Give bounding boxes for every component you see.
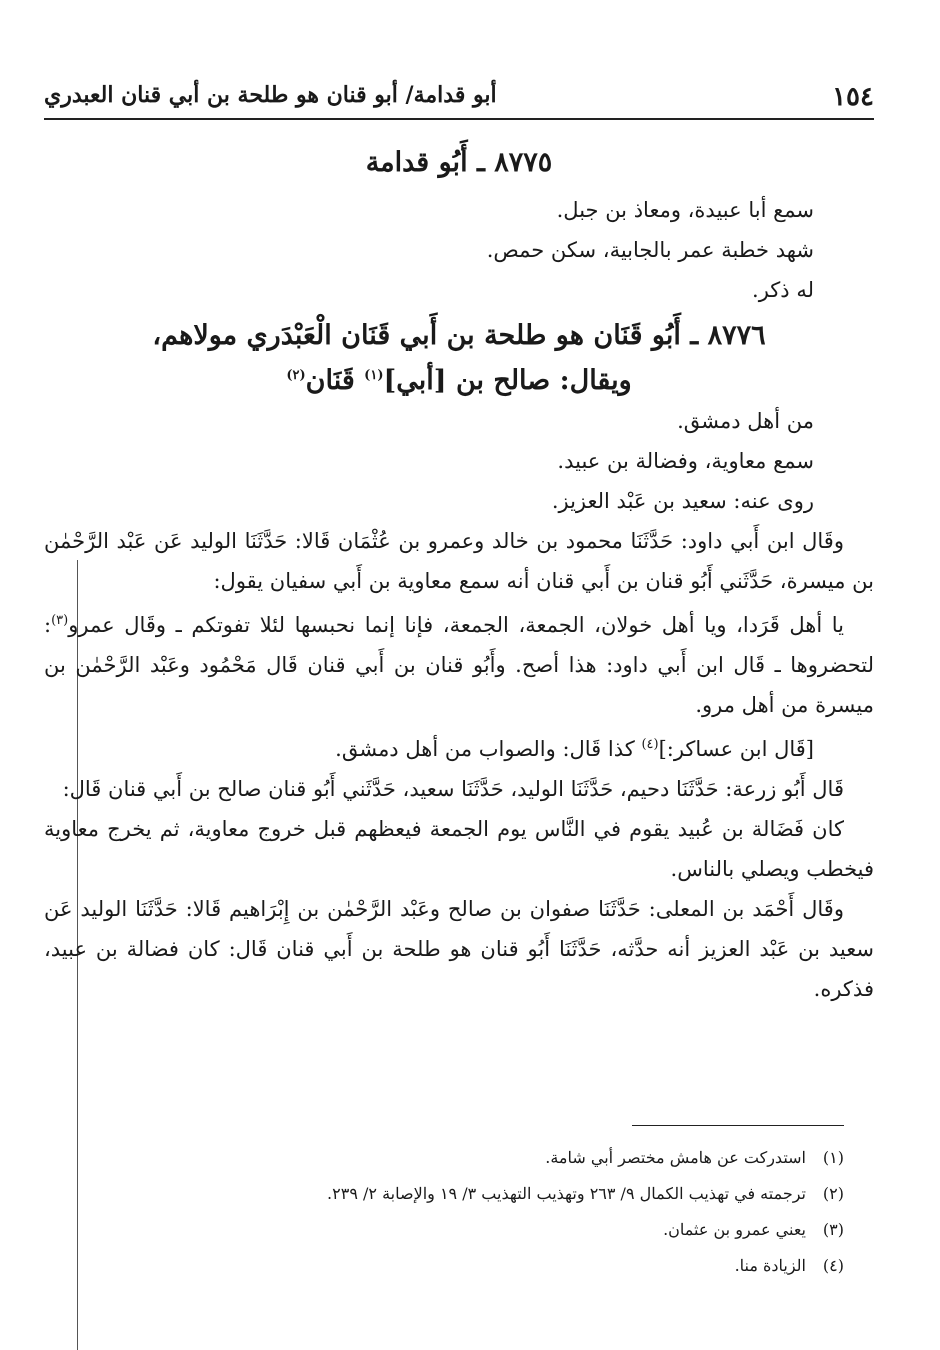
entry-title: [44, 316, 874, 401]
entry-title-line-2b: قَنَان: [305, 365, 365, 396]
footnote-number: (١): [822, 1148, 844, 1167]
footnote-text: يعني عمرو بن عثمان.: [663, 1220, 806, 1239]
page-number: ١٥٤: [832, 82, 874, 112]
narration-text: يا أهل قَرَدا، ويا أهل خولان، الجمعة، الجمعة، فإنا إنما نحبسها لئلا تفوتكم ـ وقَال عمرو: [68, 613, 844, 637]
entry-paragraph: سمع أبا عبيدة، ومعاذ بن جبل.: [556, 198, 814, 222]
narration-paragraph: [44, 769, 874, 809]
entry-paragraph: شهد خطبة عمر بالجابية، سكن حمص.: [486, 238, 814, 262]
narration-text: وقَال ابن أَبي داود: حَدَّثَنَا محمود بن خالد وعمرو بن عُثْمَان قَالا: حَدَّثَنَا الوليد عَن عَبْد الرَّحْمٰن بن ميسرة، حَدَّثَني أَبُو قنان بن أَبي قنان أنه سمع معاوية بن أَبي سفيان يقول:: [44, 529, 874, 593]
entry-title: ٨٧٧٥ ـ أَبُو قدامة: [365, 147, 553, 178]
footnote-ref: (٤): [641, 737, 659, 752]
entry-paragraph: سمع معاوية، وفضالة بن عبيد.: [557, 449, 814, 473]
narration-paragraph: [44, 521, 874, 601]
footnotes: [104, 1140, 844, 1284]
entry-title-line-1: ٨٧٧٦ ـ أَبُو قَنَان هو طلحة بن أَبي قَنَان الْعَبْدَري مولاهم،: [152, 320, 766, 351]
entry-paragraph: له ذكر.: [752, 278, 814, 302]
narration-text: [قَال ابن عساكر:]: [658, 737, 814, 761]
entry-paragraph: من أهل دمشق.: [677, 409, 814, 433]
page-header: [44, 72, 874, 120]
footnote-ref: (٢): [286, 368, 306, 383]
narration-paragraph: [44, 809, 874, 889]
narration-text: قَال أَبُو زرعة: حَدَّثَنَا دحيم، حَدَّثَنَا الوليد، حَدَّثَنَا سعيد، حَدَّثَني أَبُو قنان صالح بن أَبي قنان قَال:: [62, 777, 844, 801]
footnote-separator: [632, 1125, 844, 1126]
running-head: أبو قدامة/ أبو قنان هو طلحة بن أبي قنان العبدري: [44, 82, 497, 108]
footnote-ref: (٣): [51, 613, 69, 628]
footnote: [104, 1176, 844, 1212]
narration-paragraph: [44, 889, 874, 1009]
footnote-number: (٣): [822, 1220, 844, 1239]
entry-title-line-2a: ويقال: صالح بن [أبي]: [383, 365, 632, 396]
footnote: [104, 1248, 844, 1284]
narration-text: : لتحضروها ـ قَال ابن أَبي داود: هذا أصح. وأَبُو قنان بن أَبي قنان قَال مَحْمُود وعَبْد الرَّحْمٰن بن ميسرة من أهل مرو.: [44, 613, 874, 717]
entry-paragraph: روى عنه: سعيد بن عَبْد العزيز.: [551, 489, 814, 513]
footnote: [104, 1140, 844, 1176]
footnote-ref: (١): [364, 368, 384, 383]
narration-text: كان فَضَالة بن عُبيد يقوم في النَّاس يوم الجمعة فيعظهم قبل خروج معاوية، ثم يخرج معاوية فيخطب ويصلي بالناس.: [44, 817, 874, 881]
footnote: [104, 1212, 844, 1248]
footnote-text: ترجمته في تهذيب الكمال ٩/ ٢٦٣ وتهذيب التهذيب ٣/ ١٩ والإصابة ٢/ ٢٣٩.: [327, 1184, 806, 1203]
footnote-text: الزيادة منا.: [734, 1256, 806, 1275]
narration-paragraph: [44, 601, 874, 725]
narration-text: وقَال أَحْمَد بن المعلى: حَدَّثَنَا صفوان بن صالح وعَبْد الرَّحْمٰن بن إِبْرَاهيم قَالا: حَدَّثَنَا الوليد عَن سعيد بن عَبْد العزيز أنه حدَّثه، حَدَّثَنَا أَبُو قنان هو طلحة بن أَبي قنان قَال: كان فضالة بن عبيد، فذكره.: [44, 897, 874, 1001]
narration-text: كذا قَال: والصواب من أهل دمشق.: [335, 737, 642, 761]
main-text: [44, 140, 874, 1009]
footnote-text: استدركت عن هامش مختصر أبي شامة.: [545, 1148, 806, 1167]
editor-note-paragraph: [44, 725, 874, 769]
footnote-number: (٤): [822, 1256, 844, 1275]
footnote-number: (٢): [822, 1184, 844, 1203]
